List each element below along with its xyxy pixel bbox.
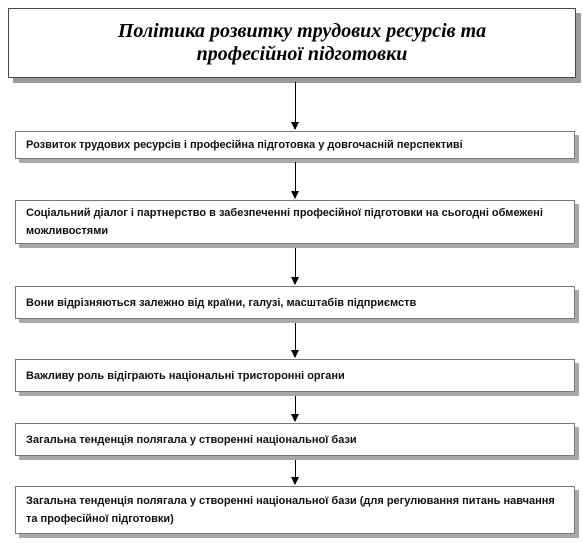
- step-text-4: Важливу роль відіграють національні тристоронні органи: [26, 369, 345, 382]
- step-box-3: [15, 286, 575, 319]
- step-box-6: [15, 486, 575, 534]
- step-text-3: Вони відрізняються залежно від країни, галузі, масштабів підприємств: [26, 296, 417, 309]
- arrow-step-2-to-3: [295, 248, 296, 284]
- step-box-4: [15, 359, 575, 392]
- arrow-step-4-to-5: [295, 396, 296, 421]
- diagram-title: Політика розвитку трудових ресурсів та професійної підготовки: [117, 20, 487, 65]
- step-text-6: Загальна тенденція полягала у створенні національної бази (для регулювання питань навчання та професійної підготовки): [26, 495, 555, 525]
- step-box-1: [15, 131, 575, 159]
- arrow-title-to-step-1: [295, 82, 296, 129]
- arrow-step-3-to-4: [295, 323, 296, 357]
- step-text-5: Загальна тенденція полягала у створенні національної бази: [26, 433, 357, 446]
- step-text-1: Розвиток трудових ресурсів і професійна підготовка у довгочасній перспективі: [26, 139, 463, 151]
- step-text-2: Соціальний діалог і партнерство в забезпеченні професійної підготовки на сьогодні обмежені можливостями: [26, 207, 543, 237]
- step-box-5: [15, 423, 575, 456]
- step-box-2: [15, 200, 575, 244]
- diagram-title-box: [8, 8, 576, 78]
- arrow-step-5-to-6: [295, 460, 296, 484]
- arrow-step-1-to-2: [295, 162, 296, 198]
